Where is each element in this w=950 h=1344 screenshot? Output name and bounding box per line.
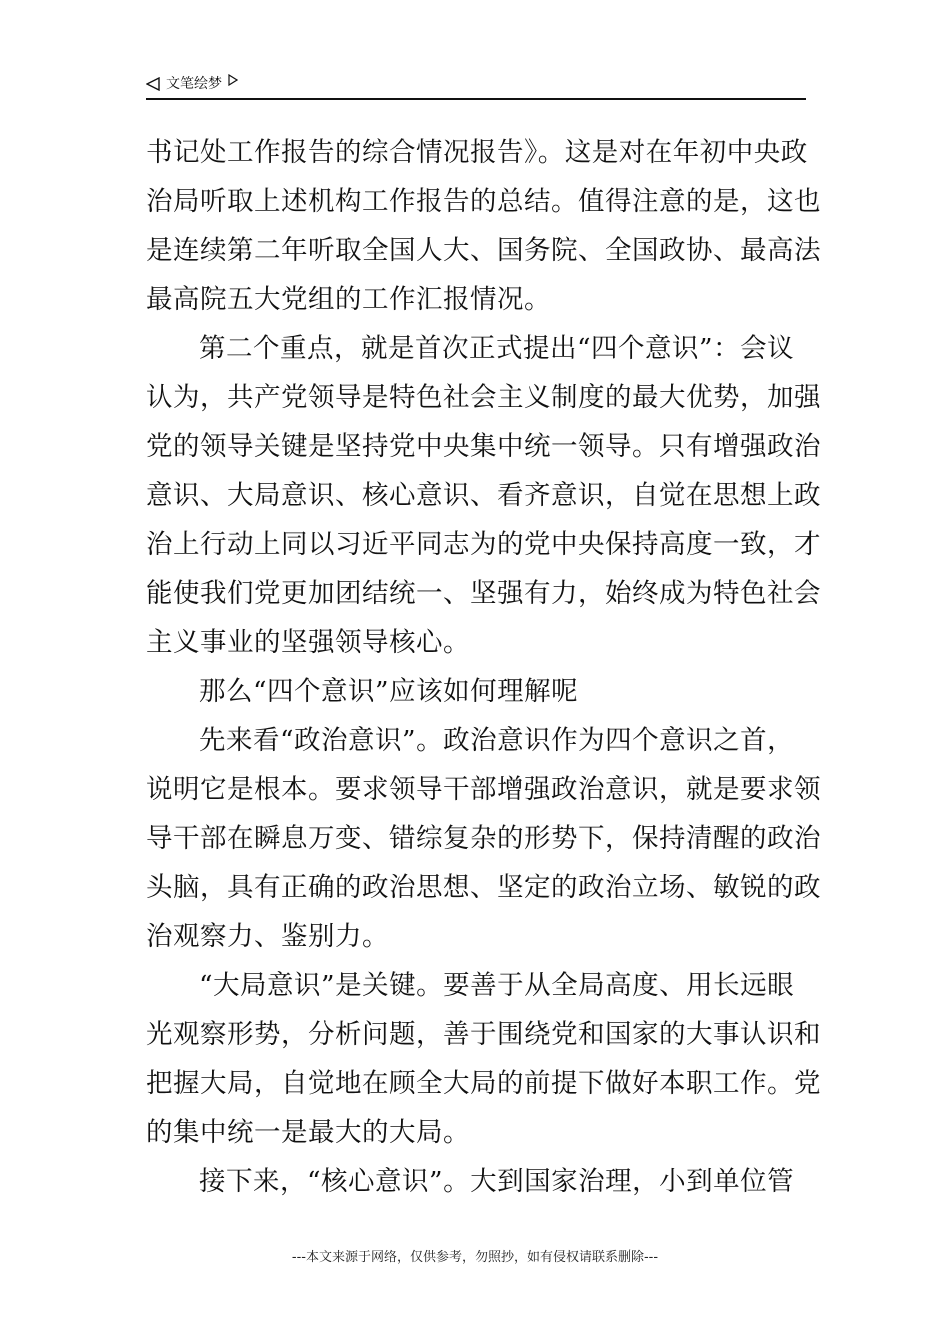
text-line: 把握大局，自觉地在顾全大局的前提下做好本职工作。党 — [146, 1068, 821, 1099]
page-header — [146, 72, 806, 100]
text-line: 书记处工作报告的综合情况报告》。这是对在年初中央政 — [146, 137, 808, 168]
paragraph — [146, 667, 808, 716]
paragraph — [146, 128, 821, 324]
header-title: 文笔绘梦 — [166, 76, 222, 92]
text-line: 认为，共产党领导是特色社会主义制度的最大优势，加强 — [146, 382, 821, 413]
text-line: 的集中统一是最大的大局。 — [146, 1117, 470, 1148]
text-line: 能使我们党更加团结统一、坚强有力，始终成为特色社会 — [146, 578, 821, 609]
text-line: 头脑，具有正确的政治思想、坚定的政治立场、敏锐的政 — [146, 872, 821, 903]
text-line: 那么“四个意识”应该如何理解呢 — [199, 676, 579, 707]
text-line: “大局意识”是关键。要善于从全局高度、用长远眼 — [199, 970, 795, 1001]
text-line: 最高院五大党组的工作汇报情况。 — [146, 284, 551, 315]
text-line: 党的领导关键是坚持党中央集中统一领导。只有增强政治 — [146, 431, 821, 462]
paragraph — [146, 961, 821, 1157]
text-line: 导干部在瞬息万变、错综复杂的形势下，保持清醒的政治 — [146, 823, 821, 854]
text-line: 第二个重点，就是首次正式提出“四个意识”：会议 — [199, 333, 795, 364]
text-line: 先来看“政治意识”。政治意识作为四个意识之首， — [199, 725, 795, 756]
paragraph — [146, 1157, 808, 1206]
text-line: 接下来，“核心意识”。大到国家治理，小到单位管 — [199, 1166, 795, 1197]
text-line: 主义事业的坚强领导核心。 — [146, 627, 470, 658]
text-line: 治上行动上同以习近平同志为的党中央保持高度一致，才 — [146, 529, 821, 560]
paragraph — [146, 324, 821, 667]
footer-disclaimer: ---本文来源于网络，仅供参考，勿照抄，如有侵权请联系删除--- — [291, 1250, 659, 1265]
right-triangle-icon — [228, 74, 238, 86]
left-triangle-icon — [146, 77, 160, 91]
text-line: 是连续第二年听取全国人大、国务院、全国政协、最高法 — [146, 235, 821, 266]
text-line: 意识、大局意识、核心意识、看齐意识，自觉在思想上政 — [146, 480, 821, 511]
text-line: 说明它是根本。要求领导干部增强政治意识，就是要求领 — [146, 774, 821, 805]
text-line: 治局听取上述机构工作报告的总结。值得注意的是，这也 — [146, 186, 821, 217]
text-line: 光观察形势，分析问题，善于围绕党和国家的大事认识和 — [146, 1019, 821, 1050]
paragraph — [146, 716, 821, 961]
document-body — [146, 128, 821, 1206]
text-line: 治观察力、鉴别力。 — [146, 921, 389, 952]
